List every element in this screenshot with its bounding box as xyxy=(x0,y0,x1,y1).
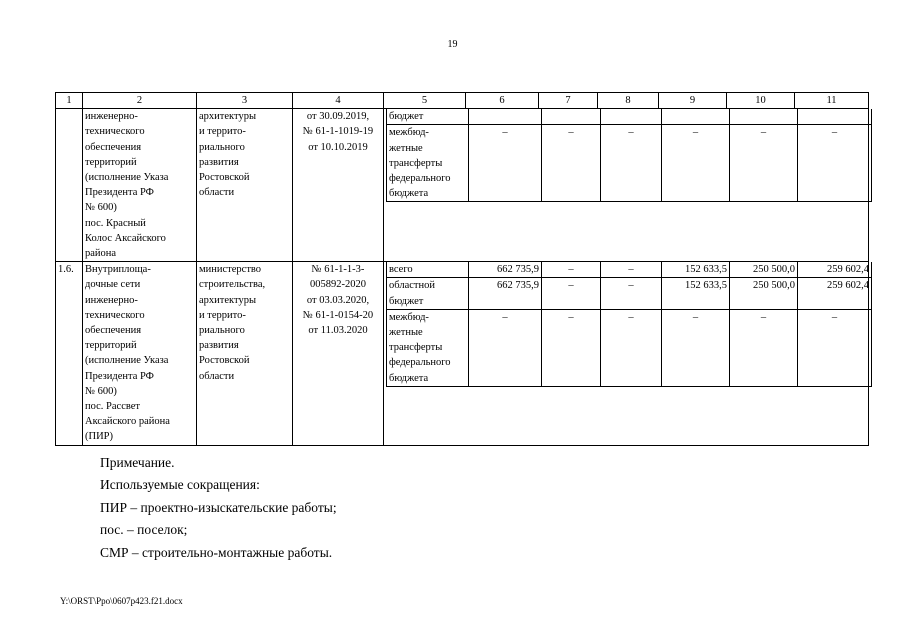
funding-source-label: межбюд- жетные трансферты федерального бюджета xyxy=(387,309,469,386)
value-cell xyxy=(798,109,872,125)
funding-source-label: областной бюджет xyxy=(387,278,469,309)
header-cell: 7 xyxy=(539,93,598,109)
value-cell: – xyxy=(662,309,730,386)
value-cell: 152 633,5 xyxy=(662,262,730,278)
funding-row xyxy=(387,309,872,386)
header-cell: 9 xyxy=(659,93,727,109)
header-cell: 3 xyxy=(197,93,293,109)
header-cell: 1 xyxy=(56,93,83,109)
value-cell: – xyxy=(601,309,662,386)
funding-subtable xyxy=(386,262,872,387)
value-cell: 250 500,0 xyxy=(730,278,798,309)
value-cell: – xyxy=(601,125,662,202)
header-cell: 5 xyxy=(384,93,466,109)
program-table xyxy=(55,92,869,446)
value-cell: – xyxy=(542,262,601,278)
value-cell: – xyxy=(469,125,542,202)
funding-subtable xyxy=(386,109,872,202)
executor-cell: министерство строительства, архитектуры и террито- риального развития Ростовской области xyxy=(197,262,293,445)
funding-row xyxy=(387,109,872,125)
header-cell: 2 xyxy=(83,93,197,109)
value-cell: – xyxy=(662,125,730,202)
value-cell: – xyxy=(601,278,662,309)
funding-row xyxy=(387,262,872,278)
document-cell: № 61-1-1-3- 005892-2020 от 03.03.2020, № 61-1-0154-20 от 11.03.2020 xyxy=(293,262,384,445)
value-cell: – xyxy=(730,309,798,386)
header-cell: 10 xyxy=(727,93,795,109)
funding-row xyxy=(387,125,872,202)
funding-source-label: всего xyxy=(387,262,469,278)
value-cell: 152 633,5 xyxy=(662,278,730,309)
table-row-continued xyxy=(56,109,869,262)
value-cell xyxy=(601,109,662,125)
value-cell xyxy=(730,109,798,125)
value-cell: – xyxy=(730,125,798,202)
funding-block xyxy=(384,262,869,445)
funding-row xyxy=(387,278,872,309)
value-cell: 662 735,9 xyxy=(469,278,542,309)
note-line: Используемые сокращения: xyxy=(100,477,260,493)
value-cell xyxy=(542,109,601,125)
header-cell: 11 xyxy=(795,93,869,109)
executor-cell: архитектуры и террито- риального развития Ростовской области xyxy=(197,109,293,262)
value-cell: 259 602,4 xyxy=(798,278,872,309)
funding-block xyxy=(384,109,869,262)
page-number: 19 xyxy=(447,39,458,50)
value-cell: – xyxy=(542,309,601,386)
value-cell: – xyxy=(542,278,601,309)
footer-file-path: Y:\ORST\Ppo\0607p423.f21.docx xyxy=(60,596,183,606)
row-number-cell: 1.6. xyxy=(56,262,83,445)
funding-source-label: бюджет xyxy=(387,109,469,125)
header-cell: 6 xyxy=(466,93,539,109)
note-line: СМР – строительно-монтажные работы. xyxy=(100,544,333,560)
value-cell: – xyxy=(469,309,542,386)
table-row-1-6 xyxy=(56,262,869,445)
document-cell: от 30.09.2019, № 61-1-1019-19 от 10.10.2019 xyxy=(293,109,384,262)
header-cell: 8 xyxy=(598,93,659,109)
value-cell xyxy=(469,109,542,125)
value-cell: 662 735,9 xyxy=(469,262,542,278)
funding-source-label: межбюд- жетные трансферты федерального бюджета xyxy=(387,125,469,202)
note-line: ПИР – проектно-изыскательские работы; xyxy=(100,499,337,515)
notes-block xyxy=(100,452,337,564)
header-cell: 4 xyxy=(293,93,384,109)
value-cell: – xyxy=(798,125,872,202)
note-line: пос. – поселок; xyxy=(100,522,188,538)
value-cell xyxy=(662,109,730,125)
value-cell: – xyxy=(798,309,872,386)
row-number-cell xyxy=(56,109,83,262)
value-cell: 250 500,0 xyxy=(730,262,798,278)
object-name-cell: Внутриплоща- дочные сети инженерно- технического обеспечения территорий (исполнение Указа Президента РФ № 600) пос. Рассвет Аксайского района (ПИР) xyxy=(83,262,197,445)
value-cell: – xyxy=(542,125,601,202)
value-cell: – xyxy=(601,262,662,278)
note-heading: Примечание. xyxy=(100,455,175,470)
object-name-cell: инженерно- технического обеспечения территорий (исполнение Указа Президента РФ № 600) пос. Красный Колос Аксайского района xyxy=(83,109,197,262)
value-cell: 259 602,4 xyxy=(798,262,872,278)
table-header-row xyxy=(56,93,869,109)
